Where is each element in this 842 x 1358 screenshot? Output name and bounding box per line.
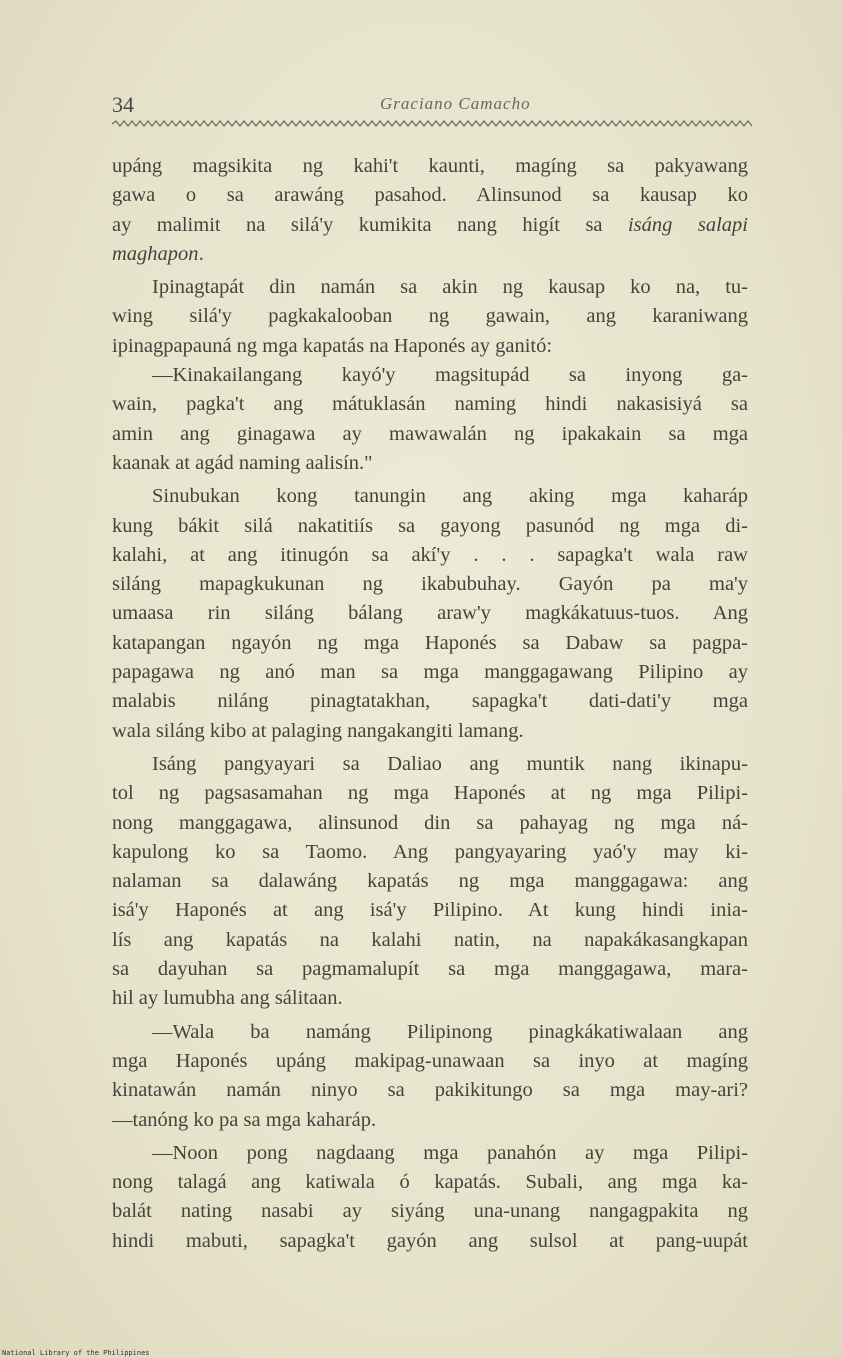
- text-line: kinatawán namán ninyo sa pakikitungo sa mga may-ari?: [112, 1079, 748, 1102]
- text-line: Isáng pangyayari sa Daliao ang muntik nang ikinapu-: [152, 752, 748, 775]
- text-line: tol ng pagsasamahan ng mga Haponés at ng mga Pilipi-: [112, 782, 748, 805]
- text-line: —Wala ba namáng Pilipinong pinagkákatiwalaan ang: [152, 1020, 748, 1043]
- text-line: lís ang kapatás na kalahi natin, na napakákasangkapan: [112, 928, 748, 951]
- text-line: wain, pagka't ang mátuklasán naming hindi nakasisiyá sa: [112, 393, 748, 416]
- text-line: isá'y Haponés at ang isá'y Pilipino. At kung hindi inia-: [112, 899, 748, 922]
- text-line: katapangan ngayón ng mga Haponés sa Dabaw sa pagpa-: [112, 631, 748, 654]
- text-line: nong talagá ang katiwala ó kapatás. Subali, ang mga ka-: [112, 1171, 748, 1194]
- text-line: mga Haponés upáng makipag-unawaan sa inyo at magíng: [112, 1049, 748, 1072]
- paragraph: [112, 1139, 748, 1256]
- paragraph: [112, 273, 748, 361]
- text-line: ay malimit na silá'y kumikita nang higít sa isáng salapi: [112, 213, 748, 236]
- text-line: papagawa ng anó man sa mga manggagawang Pilipino ay: [112, 661, 748, 684]
- page-number: 34: [112, 92, 134, 117]
- text-line: kaanak at agád naming aalisín.": [112, 451, 373, 474]
- paragraph: [112, 482, 748, 746]
- library-watermark: National Library of the Philippines: [2, 1349, 150, 1357]
- text-line: —tanóng ko pa sa mga kaharáp.: [112, 1108, 377, 1131]
- text-line: umaasa rin siláng bálang araw'y magkákatuus-tuos. Ang: [112, 602, 748, 625]
- paragraph: [112, 750, 748, 1014]
- text-line: siláng mapagkukunan ng ikabubuhay. Gayón pa ma'y: [112, 573, 748, 596]
- paragraph: [112, 361, 748, 478]
- text-line: maghapon.: [112, 242, 204, 265]
- text-line: hil ay lumubha ang sálitaan.: [112, 987, 343, 1010]
- text-line: Sinubukan kong tanungin ang aking mga kaharáp: [152, 485, 748, 508]
- text-line: nalaman sa dalawáng kapatás ng mga manggagawa: ang: [112, 870, 748, 893]
- text-line: upáng magsikita ng kahi't kaunti, magíng sa pakyawang: [112, 155, 748, 177]
- text-line: nong manggagawa, alinsunod din sa pahayag ng mga ná-: [112, 811, 748, 834]
- text-line: amin ang ginagawa ay mawawalán ng ipakakain sa mga: [112, 422, 748, 445]
- paragraph: [112, 152, 748, 269]
- text-line: gawa o sa arawáng pasahod. Alinsunod sa kausap ko: [112, 184, 748, 207]
- text-line: kalahi, at ang itinugón sa akí'y . . . sapagka't wala raw: [112, 543, 748, 566]
- text-line: kapulong ko sa Taomo. Ang pangyayaring yaó'y may ki-: [112, 840, 748, 863]
- text-line: —Kinakailangang kayó'y magsitupád sa inyong ga-: [152, 364, 748, 387]
- running-head: Graciano Camacho: [380, 94, 531, 113]
- text-line: sa dayuhan sa pagmamalupít sa mga manggagawa, mara-: [112, 958, 748, 981]
- body-text: [112, 152, 748, 1256]
- text-line: hindi mabuti, sapagka't gayón ang sulsol at pang-uupát: [112, 1229, 748, 1252]
- text-line: wala siláng kibo at palaging nangakangiti lamang.: [112, 719, 524, 742]
- text-line: malabis niláng pinagtatakhan, sapagka't dati-dati'y mga: [112, 690, 748, 713]
- text-line: ipinagpapauná ng mga kapatás na Haponés ay ganitó:: [112, 334, 553, 357]
- paragraph: [112, 1018, 748, 1135]
- text-line: wing silá'y pagkakalooban ng gawain, ang karaniwang: [112, 305, 748, 328]
- text-line: Ipinagtapát din namán sa akin ng kausap ko na, tu-: [152, 276, 748, 299]
- decorative-wavy-rule: [112, 118, 752, 130]
- text-line: —Noon pong nagdaang mga panahón ay mga Pilipi-: [152, 1141, 748, 1164]
- text-line: balát nating nasabi ay siyáng una-unang nangagpakita ng: [112, 1200, 748, 1223]
- text-line: kung bákit silá nakatitiís sa gayong pasunód ng mga di-: [112, 514, 748, 537]
